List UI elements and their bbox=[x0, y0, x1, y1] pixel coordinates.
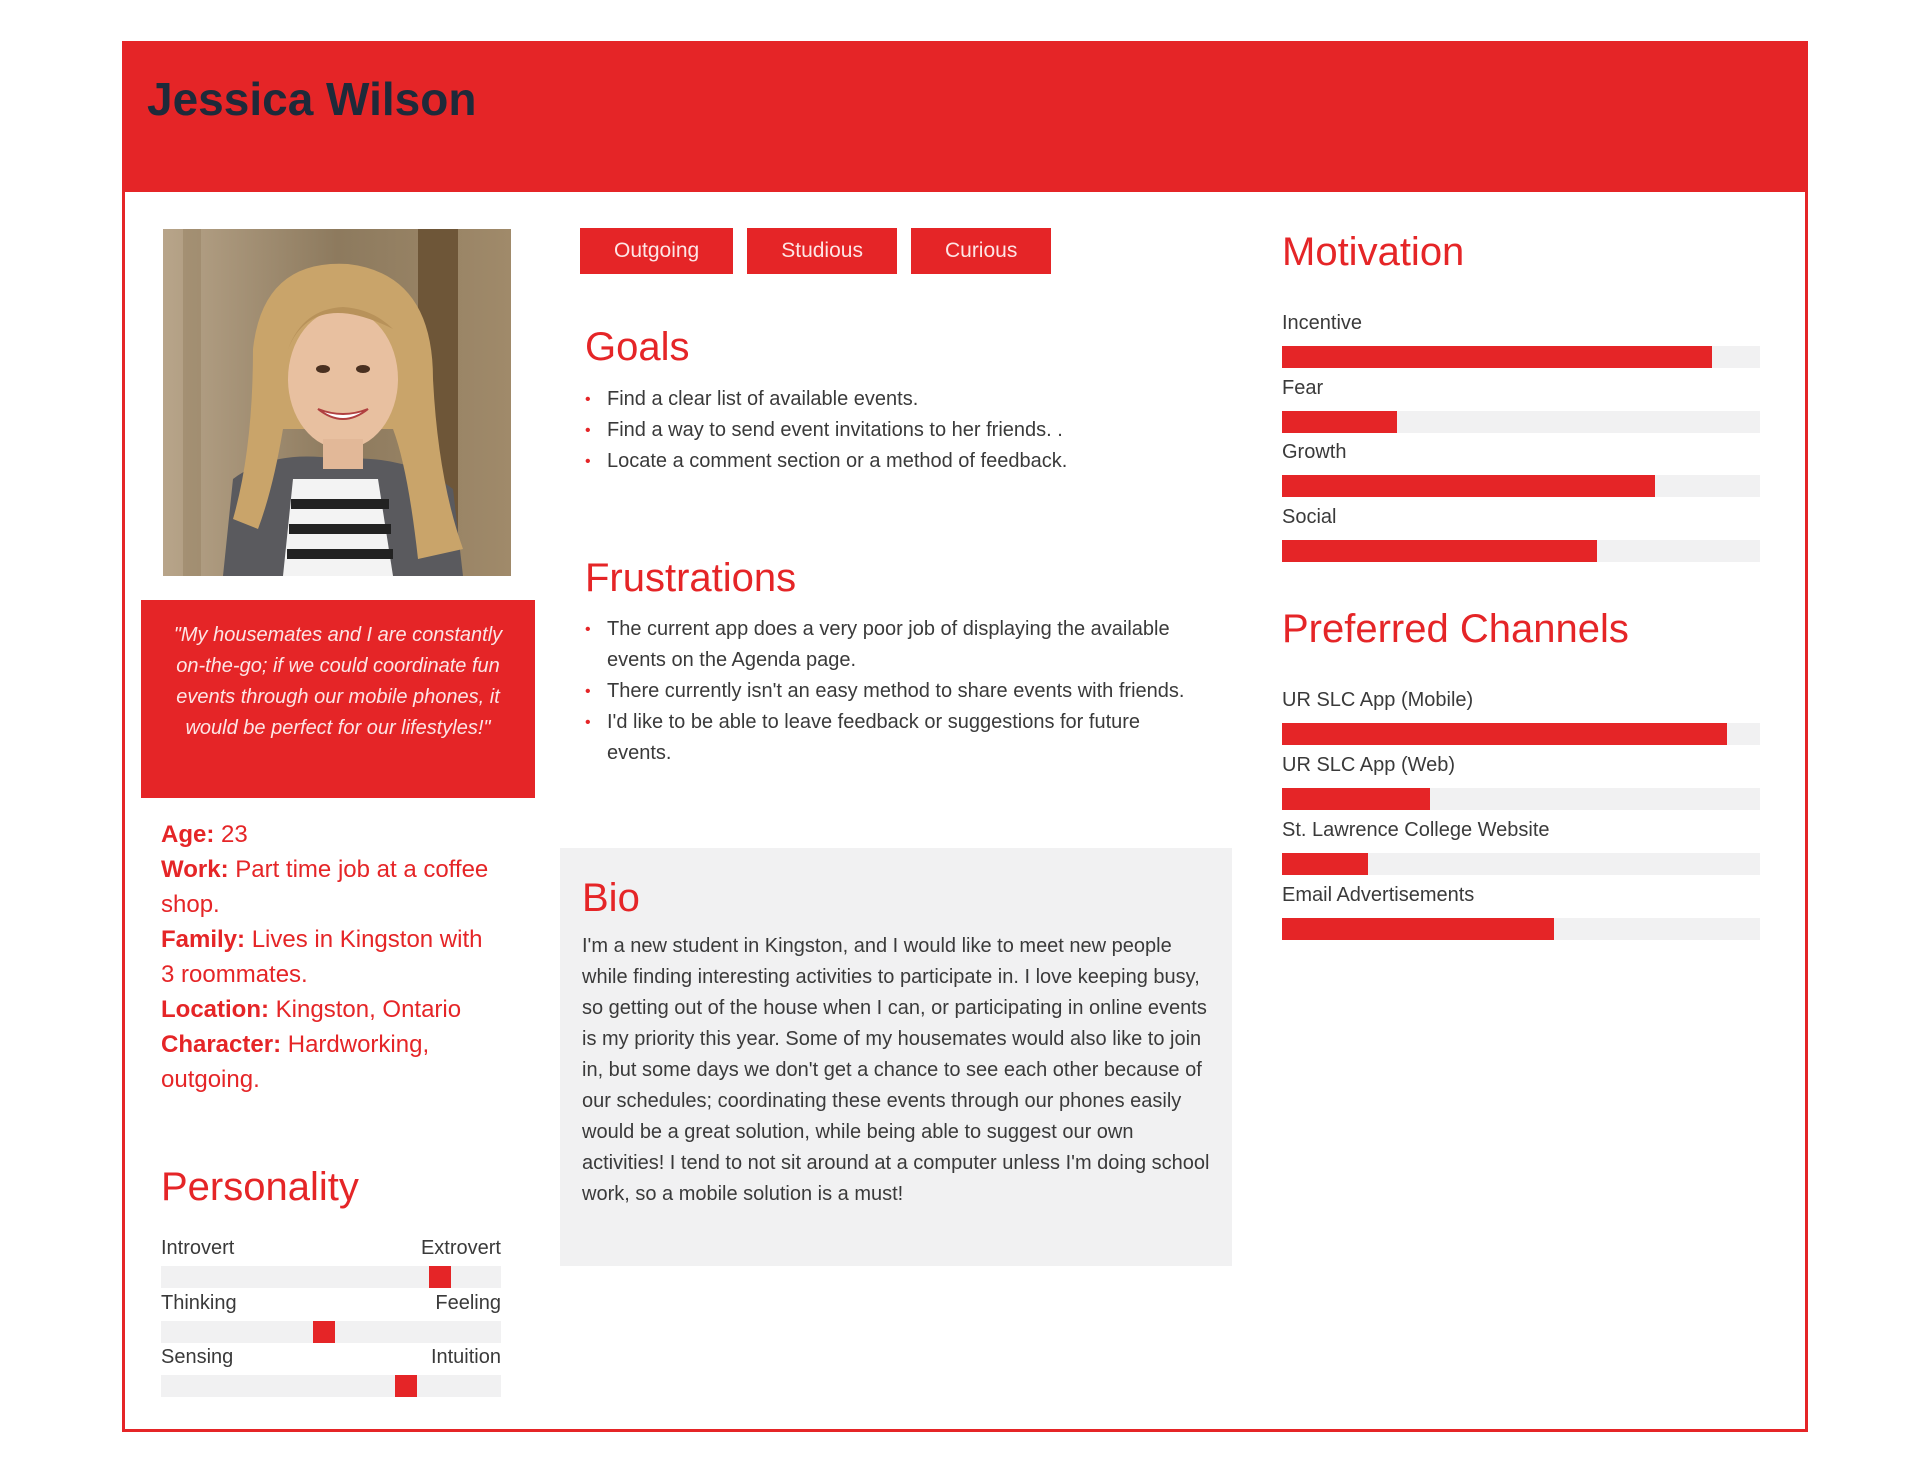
slider-knob bbox=[313, 1321, 335, 1343]
slider-right-label: Feeling bbox=[435, 1292, 501, 1314]
fact-label: Age bbox=[161, 821, 207, 848]
tag-studious: Studious bbox=[747, 228, 897, 274]
fact-value: Part time job at a coffee shop. bbox=[161, 856, 489, 918]
fact-value: 23 bbox=[214, 821, 248, 848]
fact-label: Family bbox=[161, 926, 238, 953]
motivation-bar bbox=[1282, 312, 1760, 368]
bar-label: Fear bbox=[1282, 377, 1324, 399]
bar-fill bbox=[1282, 853, 1368, 875]
personality-slider bbox=[161, 1237, 501, 1288]
bar-track bbox=[1282, 346, 1760, 368]
bar-label: Social bbox=[1282, 506, 1337, 528]
list-item: • There currently isn't an easy method to share events with friends. bbox=[585, 676, 1195, 707]
fact-label: Work bbox=[161, 856, 221, 883]
persona-card bbox=[122, 41, 1808, 1432]
bar-label: Incentive bbox=[1282, 312, 1363, 334]
bar-track bbox=[1282, 918, 1760, 940]
header-banner bbox=[125, 44, 1805, 192]
slider-left-label: Introvert bbox=[161, 1237, 235, 1259]
bio-title: Bio bbox=[582, 876, 640, 920]
slider-knob bbox=[395, 1375, 417, 1397]
bar-track bbox=[1282, 723, 1760, 745]
bar-label: Email Advertisements bbox=[1282, 884, 1475, 906]
list-item: • Find a way to send event invitations to her friends. . bbox=[585, 415, 1205, 446]
bar-fill bbox=[1282, 411, 1397, 433]
tag-curious: Curious bbox=[911, 228, 1051, 274]
fact-value: Lives in Kingston with 3 roommates. bbox=[161, 926, 483, 988]
slider-track bbox=[161, 1266, 501, 1288]
fact-label: Character bbox=[161, 1031, 274, 1058]
slider-track bbox=[161, 1375, 501, 1397]
slider-right-label: Extrovert bbox=[420, 1237, 501, 1259]
bio-text: I'm a new student in Kingston, and I would like to meet new people while finding interesting activities to participate in. I love keeping busy, so getting out of the house when I can, or participating in online events is my priority this year. Some of my housemates would also like to join in, but some days we don't get a chance to see each other because of our schedules; coordinating these events through our phones easily would be a great solution, while being able to suggest our own activities! I tend to not sit around at a computer unless I'm doing school work, so a mobile solution is a must! bbox=[582, 935, 1210, 1205]
list-item: • I'd like to be able to leave feedback or suggestions for future events. bbox=[585, 707, 1195, 769]
bar-track bbox=[1282, 853, 1760, 875]
personality-slider bbox=[161, 1292, 501, 1343]
bio-panel bbox=[560, 848, 1232, 1266]
frustrations-title: Frustrations bbox=[585, 556, 797, 600]
bar-fill bbox=[1282, 918, 1554, 940]
fact-family: Family: Lives in Kingston with 3 roommates. bbox=[161, 926, 483, 988]
persona-facts bbox=[161, 817, 501, 1097]
persona-quote: "My housemates and I are constantly on-the-go; if we could coordinate fun events through our mobile phones, it would be perfect for our lifestyles!" bbox=[141, 600, 535, 798]
fact-location: Location: Kingston, Ontario bbox=[161, 996, 462, 1023]
motivation-bar bbox=[1282, 377, 1760, 433]
bar-track bbox=[1282, 540, 1760, 562]
bar-label: UR SLC App (Web) bbox=[1282, 754, 1456, 776]
bar-label: St. Lawrence College Website bbox=[1282, 819, 1550, 841]
slider-left-label: Sensing bbox=[161, 1346, 234, 1368]
goals-title: Goals bbox=[585, 325, 690, 369]
bar-fill bbox=[1282, 788, 1430, 810]
channel-bar bbox=[1282, 884, 1760, 940]
channels-title: Preferred Channels bbox=[1282, 607, 1629, 651]
slider-right-label: Intuition bbox=[430, 1346, 501, 1368]
channel-bar bbox=[1282, 754, 1760, 810]
fact-label: Location bbox=[161, 996, 261, 1023]
bar-label: Growth bbox=[1282, 441, 1347, 463]
channel-bar bbox=[1282, 689, 1760, 745]
motivation-bar bbox=[1282, 441, 1760, 497]
fact-age: Age: 23 bbox=[161, 821, 248, 848]
bar-track bbox=[1282, 788, 1760, 810]
fact-value: Kingston, Ontario bbox=[269, 996, 462, 1023]
list-item: • Locate a comment section or a method of feedback. bbox=[585, 446, 1205, 477]
bar-fill bbox=[1282, 540, 1597, 562]
personality-slider bbox=[161, 1346, 501, 1397]
bar-fill bbox=[1282, 346, 1712, 368]
persona-name: Jessica Wilson bbox=[147, 73, 477, 125]
list-item: • Find a clear list of available events. bbox=[585, 384, 1205, 415]
bar-fill bbox=[1282, 723, 1727, 745]
fact-character: Character: Hardworking, outgoing. bbox=[161, 1031, 430, 1093]
slider-knob bbox=[429, 1266, 451, 1288]
motivation-bar bbox=[1282, 506, 1760, 562]
bar-fill bbox=[1282, 475, 1655, 497]
goals-list bbox=[585, 384, 1205, 477]
bar-track bbox=[1282, 411, 1760, 433]
trait-tags bbox=[580, 228, 1051, 274]
bar-track bbox=[1282, 475, 1760, 497]
frustrations-list bbox=[585, 614, 1195, 769]
fact-value: Hardworking, outgoing. bbox=[161, 1031, 430, 1093]
persona-photo bbox=[163, 229, 511, 576]
slider-track bbox=[161, 1321, 501, 1343]
fact-work: Work: Part time job at a coffee shop. bbox=[161, 856, 489, 918]
slider-left-label: Thinking bbox=[161, 1292, 237, 1314]
personality-title: Personality bbox=[161, 1165, 359, 1209]
list-item: • The current app does a very poor job of displaying the available events on the Agenda page. bbox=[585, 614, 1195, 676]
motivation-title: Motivation bbox=[1282, 230, 1465, 274]
bar-label: UR SLC App (Mobile) bbox=[1282, 689, 1474, 711]
channel-bar bbox=[1282, 819, 1760, 875]
tag-outgoing: Outgoing bbox=[580, 228, 733, 274]
